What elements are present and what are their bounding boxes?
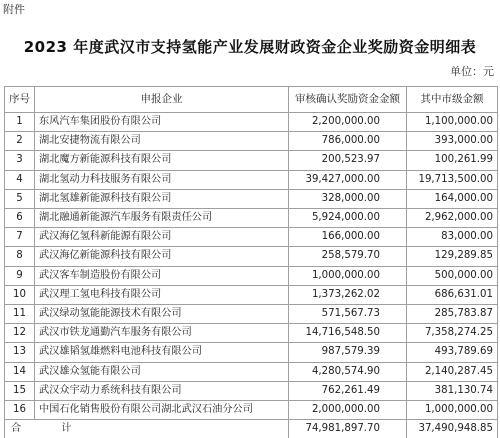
row-amount: 987,579.39 [289, 343, 407, 362]
row-number: 15 [5, 381, 35, 400]
row-amount: 1,000,000.00 [289, 266, 407, 285]
row-number: 12 [5, 324, 35, 343]
table-row [5, 381, 498, 400]
row-number: 5 [5, 189, 35, 208]
table-row [5, 305, 498, 324]
row-number: 4 [5, 170, 35, 189]
row-company: 湖北融通新能源汽车服务有限责任公司 [35, 209, 289, 228]
table-row [5, 324, 498, 343]
column-header-amount: 审核确认奖励资金金额 [289, 87, 407, 113]
table-row [5, 113, 498, 132]
row-company: 武汉海亿新能源科技有限公司 [35, 247, 289, 266]
row-number: 9 [5, 266, 35, 285]
row-company: 湖北魔方新能源科技有限公司 [35, 151, 289, 170]
row-amount: 571,567.73 [289, 305, 407, 324]
row-city-amount: 19,713,500.00 [407, 170, 498, 189]
row-company: 武汉雄韬氢雄燃料电池科技有限公司 [35, 343, 289, 362]
row-number: 8 [5, 247, 35, 266]
table-row [5, 285, 498, 304]
row-city-amount: 164,000.00 [407, 189, 498, 208]
row-company: 湖北氢动力科技服务有限公司 [35, 170, 289, 189]
row-city-amount: 393,000.00 [407, 132, 498, 151]
row-city-amount: 129,289.85 [407, 247, 498, 266]
table-row [5, 189, 498, 208]
row-company: 武汉绿动氢能能源技术有限公司 [35, 305, 289, 324]
row-amount: 762,261.49 [289, 381, 407, 400]
row-city-amount: 686,631.01 [407, 285, 498, 304]
row-amount: 166,000.00 [289, 228, 407, 247]
row-city-amount: 1,100,000.00 [407, 113, 498, 132]
row-city-amount: 1,000,000.00 [407, 401, 498, 420]
row-company: 武汉雄众氢能有限公司 [35, 362, 289, 381]
table-row [5, 401, 498, 420]
table-row [5, 132, 498, 151]
table-row [5, 266, 498, 285]
row-company: 武汉海亿氢科新能源有限公司 [35, 228, 289, 247]
row-amount: 328,000.00 [289, 189, 407, 208]
row-amount: 39,427,000.00 [289, 170, 407, 189]
column-header-city-amount: 其中市级金额 [407, 87, 498, 113]
row-company: 武汉理工氢电科技有限公司 [35, 285, 289, 304]
row-number: 6 [5, 209, 35, 228]
table-row [5, 170, 498, 189]
row-city-amount: 2,140,287.45 [407, 362, 498, 381]
attachment-label: 附件 [3, 3, 25, 16]
row-number: 14 [5, 362, 35, 381]
total-row [5, 420, 498, 438]
row-number: 13 [5, 343, 35, 362]
row-amount: 4,280,574.90 [289, 362, 407, 381]
row-city-amount: 100,261.99 [407, 151, 498, 170]
row-number: 11 [5, 305, 35, 324]
row-number: 2 [5, 132, 35, 151]
total-label-left: 合 [11, 423, 22, 435]
row-amount: 200,523.97 [289, 151, 407, 170]
row-number: 16 [5, 401, 35, 420]
row-city-amount: 381,130.74 [407, 381, 498, 400]
row-company: 湖北氢雄新能源科技有限公司 [35, 189, 289, 208]
row-number: 3 [5, 151, 35, 170]
row-amount: 258,579.70 [289, 247, 407, 266]
reward-table [4, 86, 498, 438]
row-city-amount: 285,783.87 [407, 305, 498, 324]
total-label [5, 420, 289, 438]
row-amount: 2,000,000.00 [289, 401, 407, 420]
table-row [5, 209, 498, 228]
row-number: 1 [5, 113, 35, 132]
row-company: 湖北安捷物流有限公司 [35, 132, 289, 151]
row-number: 7 [5, 228, 35, 247]
row-company: 武汉市铁龙通勤汽车服务有限公司 [35, 324, 289, 343]
total-label-right: 计 [61, 423, 72, 435]
table-row [5, 343, 498, 362]
row-city-amount: 83,000.00 [407, 228, 498, 247]
row-city-amount: 2,962,000.00 [407, 209, 498, 228]
column-header-company: 申报企业 [35, 87, 289, 113]
table-header-row [5, 87, 498, 113]
table-row [5, 151, 498, 170]
row-company: 东风汽车集团股份有限公司 [35, 113, 289, 132]
row-city-amount: 7,358,274.25 [407, 324, 498, 343]
row-city-amount: 493,789.69 [407, 343, 498, 362]
total-amount: 74,981,897.70 [289, 420, 407, 438]
row-city-amount: 500,000.00 [407, 266, 498, 285]
unit-label: 单位：元 [450, 65, 494, 78]
row-amount: 2,200,000.00 [289, 113, 407, 132]
row-amount: 1,373,262.02 [289, 285, 407, 304]
column-header-no: 序号 [5, 87, 35, 113]
total-city-amount: 37,490,948.85 [407, 420, 498, 438]
table-row [5, 228, 498, 247]
row-amount: 5,924,000.00 [289, 209, 407, 228]
row-company: 武汉众宇动力系统科技有限公司 [35, 381, 289, 400]
row-number: 10 [5, 285, 35, 304]
table-row [5, 362, 498, 381]
row-company: 武汉客车制造股份有限公司 [35, 266, 289, 285]
page-title: 2023 年度武汉市支持氢能产业发展财政资金企业奖励资金明细表 [23, 38, 477, 56]
table-row [5, 247, 498, 266]
row-amount: 786,000.00 [289, 132, 407, 151]
row-amount: 14,716,548.50 [289, 324, 407, 343]
row-company: 中国石化销售股份有限公司湖北武汉石油分公司 [35, 401, 289, 420]
